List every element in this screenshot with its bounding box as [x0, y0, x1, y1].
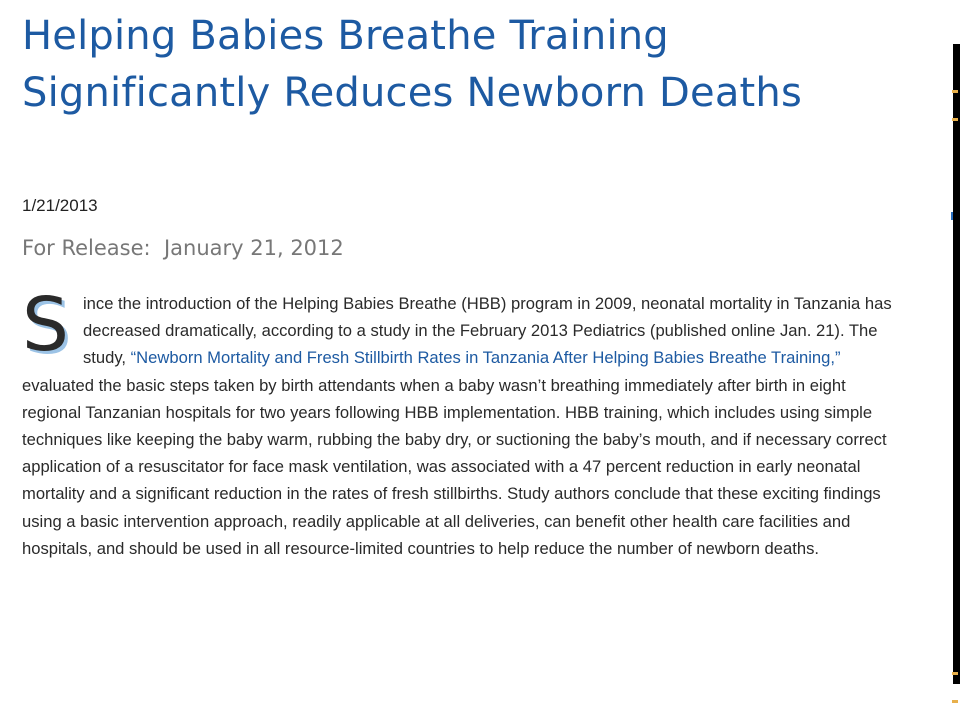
body-text-part-2: evaluated the basic steps taken by birth attendants when a baby wasn’t breathing immediately after birth in eight regional Tanzanian hospitals for two years following HBB implementation. HBB training, which includes using simple techniques like keeping the baby warm, rubbing the baby dry, or suctioning the baby’s mouth, and if necessary correct application of a resuscitator for face mask ventilation, was associated with a 47 percent reduction in early neonatal mortality and a significant reduction in the rates of fresh stillbirths. Study authors conclude that these exciting findings using a basic intervention approach, readily applicable at all deliveries, can benefit other health care facilities and hospitals, and should be used in all resource-limited countries to help reduce the number of newborn deaths.: [22, 375, 887, 558]
article-date: 1/21/2013: [22, 196, 98, 215]
article-title: Helping Babies Breathe Training Significantly Reduces Newborn Deaths: [22, 13, 803, 116]
article-body: [22, 282, 902, 562]
body-text-part-1: ince the introduction of the Helping Babies Breathe (HBB) program in 2009, neonatal mortality in Tanzania has decreased dramatically, according to a study in the February 2013 Pediatrics (published online Jan. 21). The study,: [82, 294, 892, 368]
drop-cap: S: [22, 282, 69, 368]
release-date: For Release: January 21, 2012: [22, 236, 344, 260]
edge-marker: [952, 118, 958, 121]
right-edge-bar: [953, 44, 960, 684]
edge-marker: [952, 90, 958, 93]
study-title-link[interactable]: “Newborn Mortality and Fresh Stillbirth Rates in Tanzania After Helping Babies Breathe Training,”: [130, 348, 841, 368]
edge-marker: [952, 672, 958, 675]
edge-accent: [951, 212, 953, 220]
edge-marker: [952, 700, 958, 703]
